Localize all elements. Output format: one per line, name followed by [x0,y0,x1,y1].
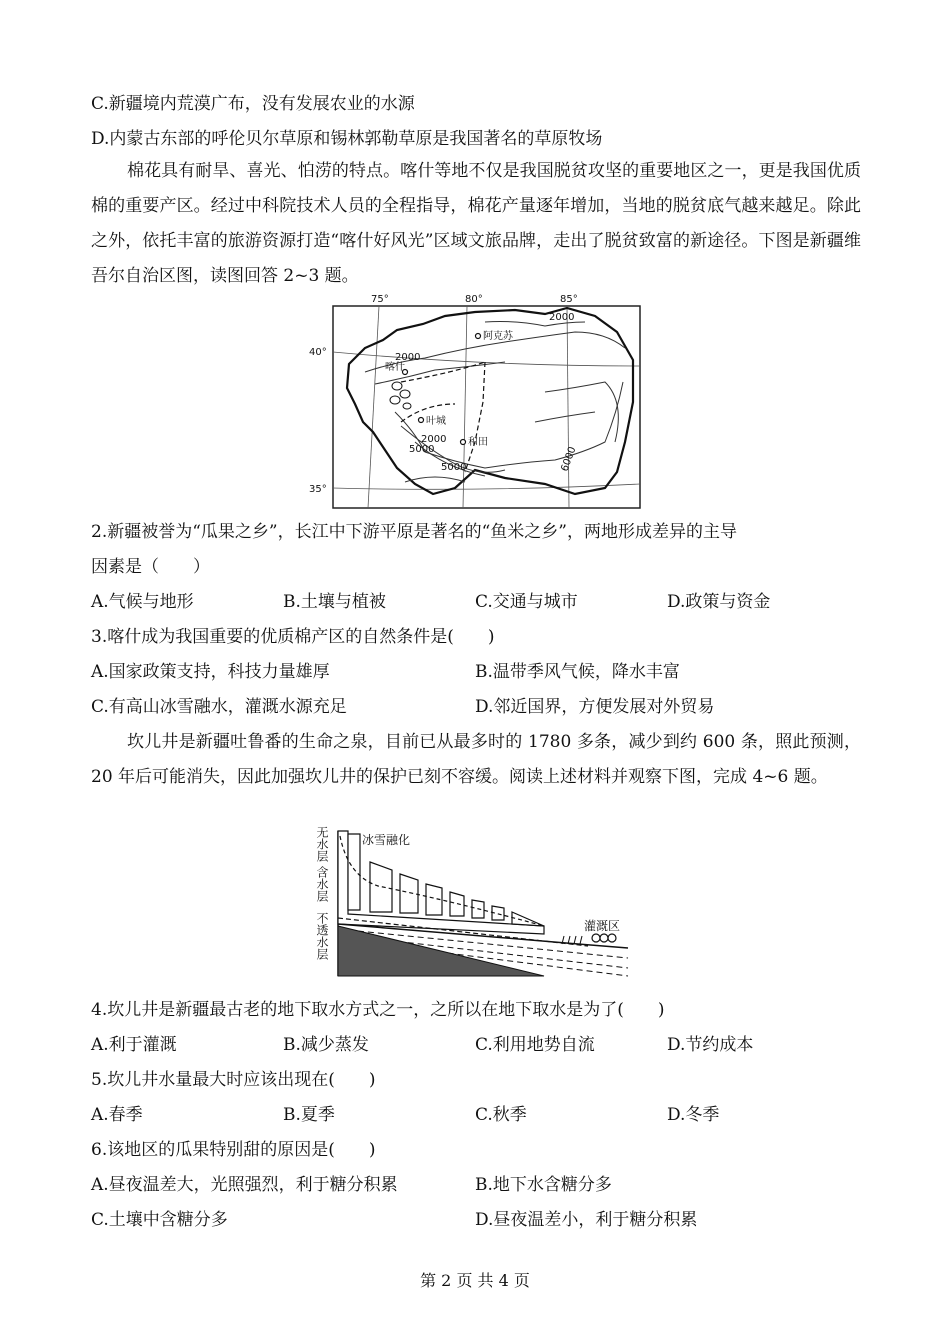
q6-option-b[interactable]: B.地下水含糖分多 [475,1175,612,1195]
q5-option-b[interactable]: B.夏季 [283,1105,335,1125]
material-karez: 坎儿井是新疆吐鲁番的生命之泉，目前已从最多时的 1780 多条，减少到约 600 条，照此预测，20 年后可能消失，因此加强坎儿井的保护已刻不容缓。阅读上述材料并观察下图，完成 4~6 题。 [91,732,861,787]
contour-5000-label: 5000 [409,444,435,455]
contour-2000-label: 2000 [549,312,575,323]
q5-option-d[interactable]: D.冬季 [667,1105,720,1125]
q2-stem-line2: 因素是（ ） [91,557,210,577]
option-d-prev: D.内蒙古东部的呼伦贝尔草原和锡林郭勒草原是我国著名的草原牧场 [91,129,603,149]
q5-option-c[interactable]: C.秋季 [475,1105,527,1125]
q3-option-b[interactable]: B.温带季风气候，降水丰富 [475,662,680,682]
aksu-label: 阿克苏 [483,331,513,342]
q2-option-b[interactable]: B.土壤与植被 [283,592,386,612]
hotan-label: 和田 [468,437,488,448]
q4-stem: 4.坎儿井是新疆最古老的地下取水方式之一，之所以在地下取水是为了( ) [91,1000,665,1020]
contour-2000-label: 2000 [395,352,421,363]
layer-dry-label: 无水层 [315,826,329,862]
q3-option-c[interactable]: C.有高山冰雪融水，灌溉水源充足 [91,697,347,717]
q2-option-a[interactable]: A.气候与地形 [91,592,194,612]
q3-option-a[interactable]: A.国家政策支持，科技力量雄厚 [91,662,330,682]
option-c-prev: C.新疆境内荒漠广布，没有发展农业的水源 [91,94,415,114]
lat-40-label: 40° [309,347,327,358]
q2-stem-line1: 2.新疆被誉为“瓜果之乡”，长江中下游平原是著名的“鱼米之乡”，两地形成差异的主导 [91,522,737,542]
aksu-marker [476,334,481,339]
q2-option-c[interactable]: C.交通与城市 [475,592,578,612]
q4-option-b[interactable]: B.减少蒸发 [283,1035,369,1055]
layer-impermeable-label: 不透水层 [315,912,329,960]
contour-5000-label: 5000 [441,462,467,473]
q6-option-c[interactable]: C.土壤中含糖分多 [91,1210,228,1230]
contour-6000-label: 6000 [559,445,579,474]
q6-option-a[interactable]: A.昼夜温差大，光照强烈，利于糖分积累 [91,1175,398,1195]
kashgar-label: 喀什 [385,362,405,373]
hotan-marker [461,440,466,445]
lon-75-label: 75° [371,294,389,305]
page-footer: 第 2 页 共 4 页 [420,1271,530,1290]
snow-melt-label: 冰雪融化 [362,833,411,847]
q2-option-d[interactable]: D.政策与资金 [667,592,771,612]
yecheng-label: 叶城 [426,416,446,427]
contour-2000-label: 2000 [421,434,447,445]
lon-85-label: 85° [560,294,578,305]
material-cotton: 棉花具有耐旱、喜光、怕涝的特点。喀什等地不仅是我国脱贫攻坚的重要地区之一，更是我国优质棉的重要产区。经过中科院技术人员的全程指导，棉花产量逐年增加，当地的脱贫底气越来越足。除此之外，依托丰富的旅游资源打造“喀什好风光”区域文旅品牌，走出了脱贫致富的新途径。下图是新疆维吾尔自治区图，读图回答 2~3 题。 [91,161,861,286]
q6-stem: 6.该地区的瓜果特别甜的原因是( ) [91,1140,376,1160]
lat-35-label: 35° [309,484,327,495]
layer-water-label: 含水层 [315,866,329,902]
karez-diagram [308,826,640,984]
q5-stem: 5.坎儿井水量最大时应该出现在( ) [91,1070,376,1090]
q3-option-d[interactable]: D.邻近国界，方便发展对外贸易 [475,697,715,717]
q4-option-a[interactable]: A.利于灌溉 [91,1035,177,1055]
q4-option-d[interactable]: D.节约成本 [667,1035,754,1055]
xinjiang-map [305,292,650,510]
irrigation-label: 灌溉区 [584,919,621,933]
q4-option-c[interactable]: C.利用地势自流 [475,1035,595,1055]
q3-stem: 3.喀什成为我国重要的优质棉产区的自然条件是( ) [91,627,495,647]
lon-80-label: 80° [465,294,483,305]
q6-option-d[interactable]: D.昼夜温差小，利于糖分积累 [475,1210,698,1230]
q5-option-a[interactable]: A.春季 [91,1105,143,1125]
yecheng-marker [419,418,424,423]
